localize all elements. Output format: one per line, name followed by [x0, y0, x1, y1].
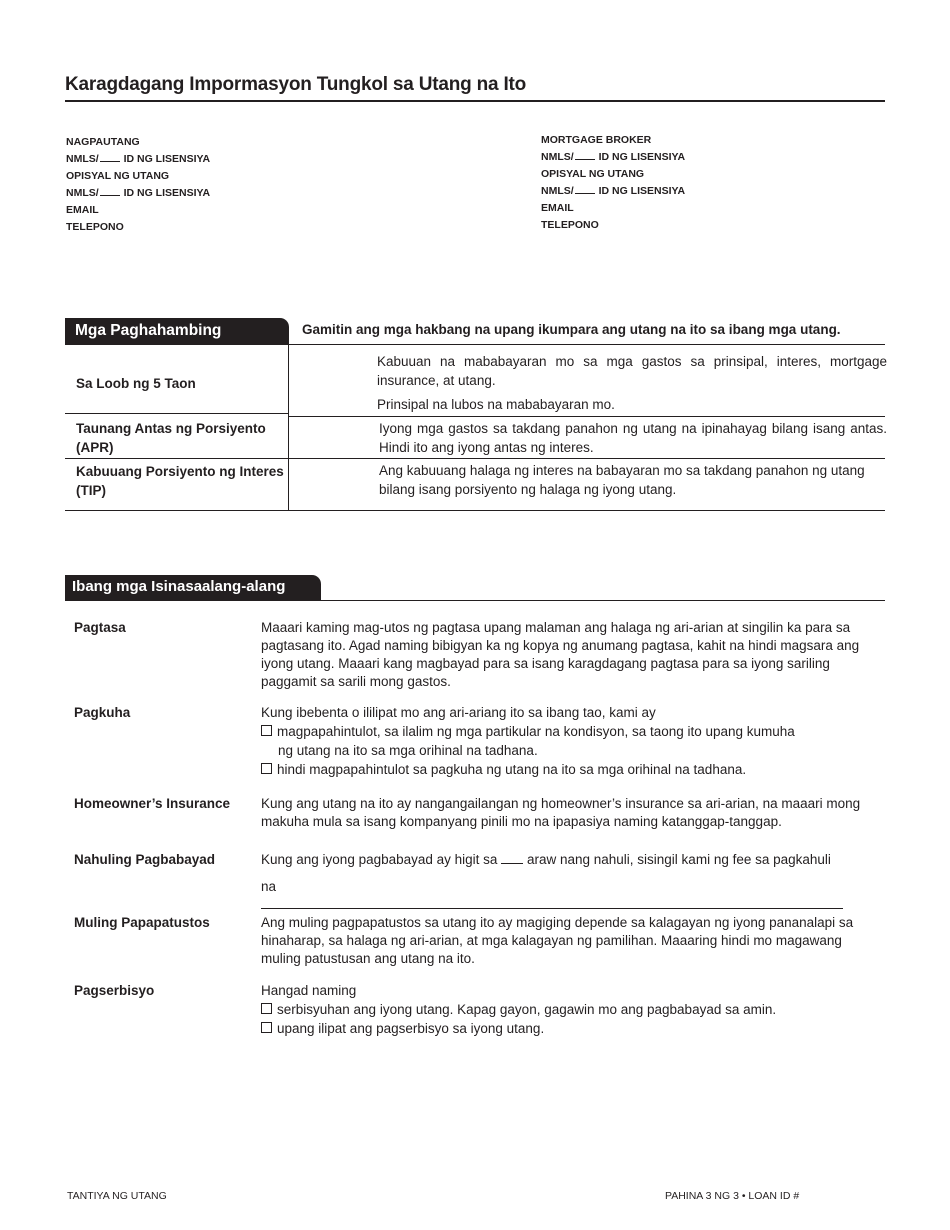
servicing-label: Pagserbisyo	[74, 983, 155, 998]
tip-label: Kabuuang Porsiyento ng Interes (TIP)	[76, 464, 284, 498]
lender-heading: NAGPAUTANG	[66, 136, 140, 148]
assumption-label: Pagkuha	[74, 705, 131, 720]
lender-phone: TELEPONO	[66, 221, 124, 233]
assumption-intro: Kung ibebenta o ililipat mo ang ari-ariang ito sa ibang tao, kami ay	[261, 705, 656, 720]
comparisons-column-divider	[288, 345, 289, 510]
servicing-option-transfer: upang ilipat ang pagserbisyo sa iyong utang.	[261, 1020, 861, 1038]
broker-phone: TELEPONO	[541, 219, 599, 231]
late-fee-blank[interactable]	[261, 896, 843, 909]
tip-text: Ang kabuuang halaga ng interes na babayaran mo sa takdang panahon ng utang bilang isang porsiyento ng halaga ng iyong utang.	[379, 463, 865, 497]
servicing-block	[261, 982, 861, 1038]
transfer-checkbox[interactable]	[261, 1022, 272, 1033]
servicing-option-service: serbisyuhan ang iyong utang. Kapag gayon, gagawin mo ang pagbabayad sa amin.	[261, 1001, 861, 1019]
assumption-option-allow-cont: ng utang na ito sa mga orihinal na tadhana.	[278, 743, 538, 758]
allow-checkbox[interactable]	[261, 725, 272, 736]
broker-email: EMAIL	[541, 202, 574, 214]
row-divider-1-right	[289, 416, 885, 417]
comparisons-top-rule	[289, 344, 885, 345]
comparisons-description: Gamitin ang mga hakbang na upang ikumpara ang utang na ito sa ibang mga utang.	[302, 322, 841, 337]
footer-document-name: TANTIYA NG UTANG	[67, 1190, 167, 1202]
other-considerations-rule	[321, 600, 885, 601]
page-title: Karagdagang Impormasyon Tungkol sa Utang na Ito	[65, 74, 527, 95]
five-years-text-total: Kabuuan na mababayaran mo sa mga gastos sa prinsipal, interes, mortgage insurance, at utang.	[377, 354, 887, 388]
servicing-intro: Hangad naming	[261, 983, 357, 998]
assumption-option-allow: magpapahintulot, sa ilalim ng mga partikular na kondisyon, sa taong ito upang kumuha	[261, 723, 861, 741]
insurance-text: Kung ang utang na ito ay nangangailangan ng homeowner’s insurance sa ari-arian, na maaari mong makuha mula sa isang kompanyang pinili mo na ipapasiya naming katanggap-tanggap.	[261, 796, 861, 829]
five-years-label: Sa Loob ng 5 Taon	[76, 376, 196, 391]
apr-text: Iyong mga gastos sa takdang panahon ng utang na ipinahayag bilang isang antas. Hindi ito ang iyong antas ng interes.	[379, 421, 887, 455]
lender-nmls-line: NMLS/ ID NG LISENSIYA	[66, 153, 211, 165]
late-days-blank[interactable]	[501, 851, 523, 864]
title-divider	[65, 100, 885, 102]
late-payment-line-2: na	[261, 878, 861, 914]
footer-page-info: PAHINA 3 NG 3 • LOAN ID #	[665, 1190, 800, 1202]
refinance-text: Ang muling pagpapatustos sa utang ito ay magiging depende sa kalagayan ng iyong pananalapi sa hinaharap, sa halaga ng ari-arian, at mga kalagayan ng pamilihan. Maaaring hindi mo magawang muling patustusan ang utang na ito.	[261, 915, 854, 966]
deny-checkbox[interactable]	[261, 763, 272, 774]
other-considerations-tab: Ibang mga Isinasaalang-alang	[65, 575, 321, 601]
appraisal-label: Pagtasa	[74, 620, 126, 635]
lender-contact-block	[66, 134, 210, 236]
assumption-block	[261, 704, 861, 779]
lender-loan-officer: OPISYAL NG UTANG	[66, 170, 170, 182]
broker-nmls-line: NMLS/ ID NG LISENSIYA	[541, 151, 686, 163]
late-payment-label: Nahuling Pagbabayad	[74, 852, 216, 867]
apr-label: Taunang Antas ng Porsiyento (APR)	[76, 421, 266, 455]
appraisal-text: Maaari kaming mag-utos ng pagtasa upang malaman ang halaga ng ari-arian at singilin ka para sa pagtasang ito. Agad naming bibigyan ka ng kopya ng anumang pagtasa, kahit na hindi magsara ang iyong utang. Maaari kang magbayad para sa isang karagdagang pagtasa para sa iyong sariling paggamit sa sarili mong gastos.	[261, 620, 860, 689]
assumption-option-deny: hindi magpapahintulot sa pagkuha ng utang na ito sa mga orihinal na tadhana.	[261, 761, 861, 779]
late-payment-line-1: Kung ang iyong pagbabayad ay higit sa araw nang nahuli, sisingil kami ng fee sa pagkahuli	[261, 852, 831, 867]
lender-officer-nmls-line: NMLS/ ID NG LISENSIYA	[66, 187, 211, 199]
late-payment-block	[261, 851, 861, 914]
refinance-label: Muling Papapatustos	[74, 915, 210, 930]
service-checkbox[interactable]	[261, 1003, 272, 1014]
comparisons-bottom-rule	[65, 510, 885, 511]
row-divider-2	[65, 458, 885, 459]
broker-heading: MORTGAGE BROKER	[541, 134, 652, 146]
comparisons-tab: Mga Paghahambing	[65, 318, 289, 345]
broker-loan-officer: OPISYAL NG UTANG	[541, 168, 645, 180]
broker-contact-block	[541, 132, 685, 234]
broker-officer-nmls-line: NMLS/ ID NG LISENSIYA	[541, 185, 686, 197]
insurance-label: Homeowner’s Insurance	[74, 796, 231, 811]
lender-email: EMAIL	[66, 204, 99, 216]
row-divider-1-left	[65, 413, 288, 414]
five-years-text-principal: Prinsipal na lubos na mababayaran mo.	[377, 397, 615, 412]
